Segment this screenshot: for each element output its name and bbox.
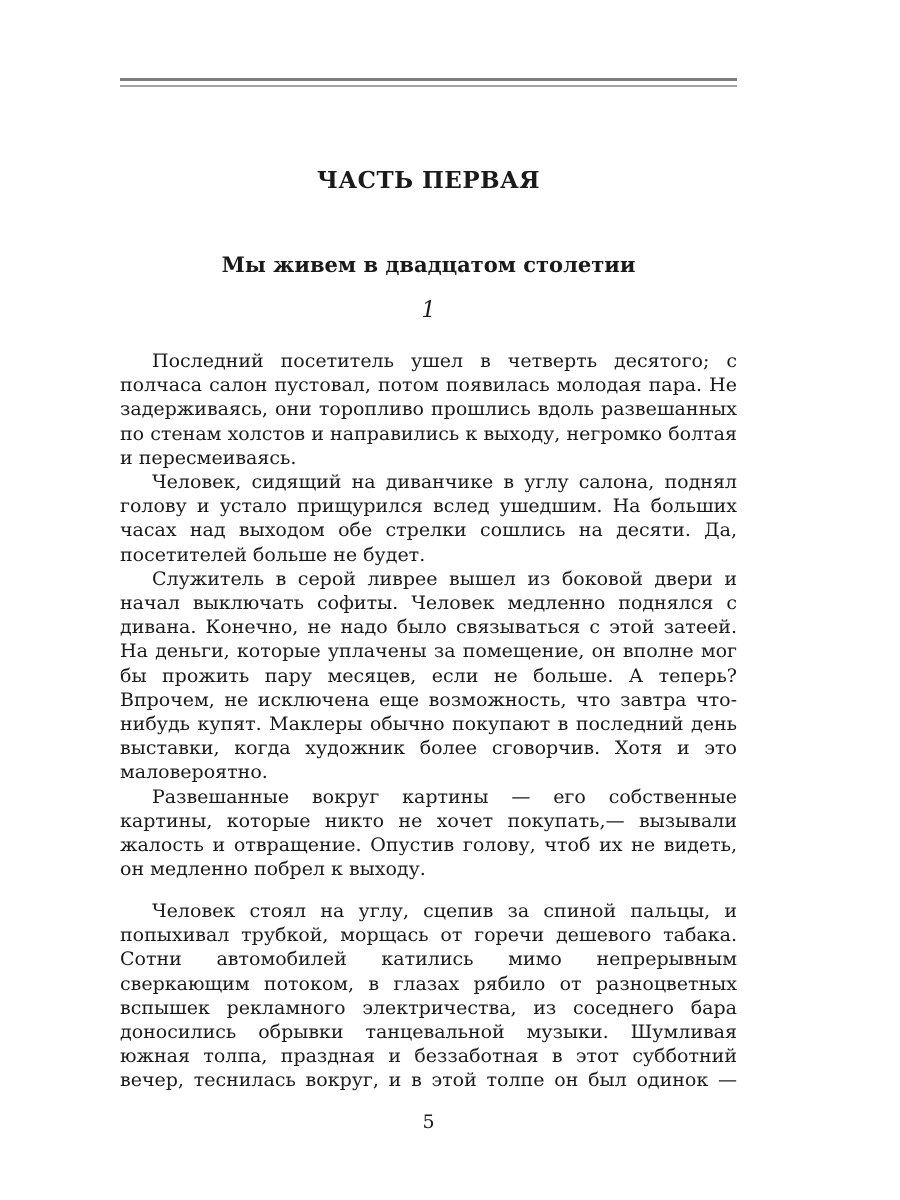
text-block-second <box>120 899 737 1093</box>
chapter-title: Мы живем в двадцатом столетии <box>221 252 636 277</box>
page-number: 5 <box>422 1111 435 1133</box>
paragraph: Развешанные вокруг картины — его собственные картины, которые никто не хочет покупать,— вызывали жалость и отвращение. Опустив голову, чтоб их не видеть, он медленно побрел к выходу. <box>120 785 737 881</box>
paragraph: Последний посетитель ушел в четверть десятого; с полчаса салон пустовал, потом появилась молодая пара. Не задерживаясь, они торопливо прошлись вдоль развешанных по стенам холстов и направились к выходу, негромко болтая и пересмеиваясь. <box>120 350 737 469</box>
paragraph: Человек, сидящий на диванчике в углу салона, поднял голову и устало прищурился вслед ушедшим. На больших часах над выходом обе стрелки сошлись на десяти. Да, посетителей больше не будет. <box>120 471 737 566</box>
part-title: ЧАСТЬ ПЕРВАЯ <box>316 167 541 194</box>
paragraph: Человек стоял на углу, сцепив за спиной пальцы, и попыхивал трубкой, морщась от горечи дешевого табака. Сотни автомобилей катились мимо непрерывным сверкающим потоком, в глазах рябило от разноцветных вспышек рекламного электричества, из соседнего бара доносились обрывки танцевальной музыки. Шумливая южная толпа, праздная и беззаботная в этот субботний вечер, теснилась вокруг, и в этой толпе он был одинок — <box>120 900 737 1092</box>
header-rule-thick <box>120 78 737 81</box>
header-rule-thin <box>120 85 737 87</box>
section-number: 1 <box>421 298 436 323</box>
text-block-first <box>120 349 737 881</box>
paragraph: Служитель в серой ливрее вышел из боковой двери и начал выключать софиты. Человек медленно поднялся с дивана. Конечно, не надо было связываться с этой затеей. На деньги, которые уплачены за помещение, он вполне мог бы прожить пару месяцев, если не больше. А теперь? Впрочем, не исключена еще возможность, что завтра что-нибудь купят. Маклеры обычно покупают в последний день выставки, когда художник более сговорчив. Хотя и это маловероятно. <box>120 567 737 784</box>
